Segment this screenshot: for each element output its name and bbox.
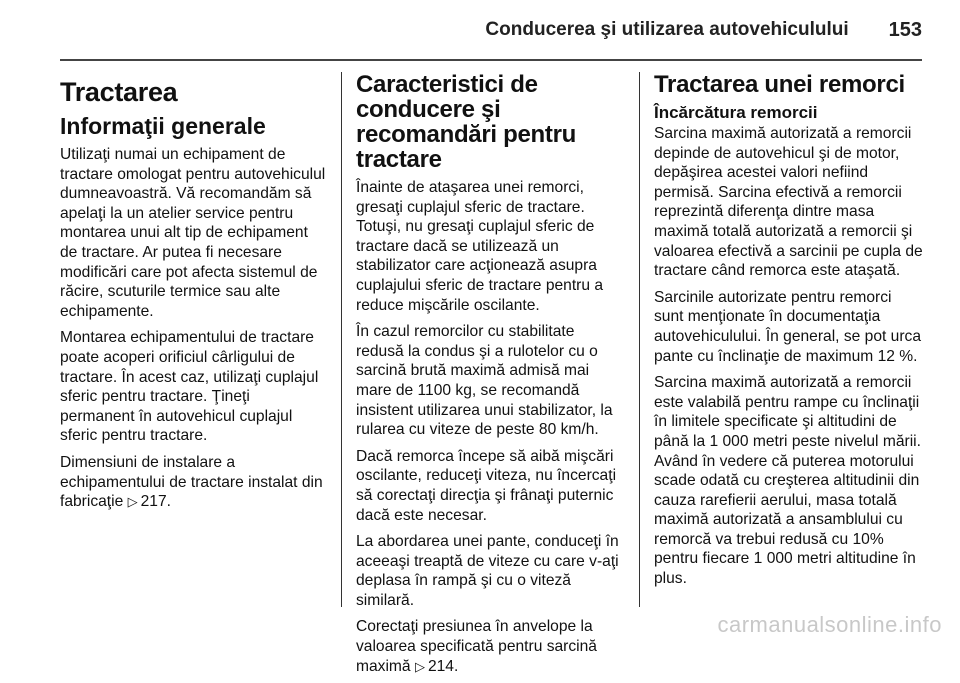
page-reference-link[interactable]: [415, 657, 458, 677]
paragraph-text: Corectaţi presiunea în anvelope la valoarea specificată pentru sarcină maximă: [356, 618, 597, 675]
paragraph: Sarcinile autorizate pentru remorci sunt menţionate în documentaţia autovehiculului. În general, se pot urca pante cu înclinaţie de maximum 12 %.: [654, 288, 921, 365]
header-title: Conducerea şi utilizarea autovehiculului: [485, 19, 849, 40]
paragraph: Sarcina maximă autorizată a remorcii depinde de autovehicul şi de motor, depăşirea acestei valori nefiind permisă. Sarcina efectivă a remorcii reprezintă diferenţa dintre masa maximă totală autorizată a remorcii şi valoarea efectivă a sarcinii pe cupla de tractare când remorca este ataşată.: [654, 125, 923, 280]
arrow-reference-icon: ▷: [127, 494, 138, 510]
paragraph-with-reference: [60, 453, 326, 512]
column-trailer-towing: [654, 72, 924, 596]
page-number: 153: [888, 18, 922, 41]
column-driving-characteristics: [356, 72, 624, 683]
section-heading-towing: Tractarea: [60, 77, 178, 107]
header-rule: [60, 59, 922, 61]
section-heading-trailer: Tractarea unei remorci: [654, 71, 905, 98]
paragraph-with-reference: [356, 617, 624, 676]
paragraph: Utilizaţi numai un echipament de tractare omologat pentru autovehiculul dumneavoastră. Vă recomandăm să apelaţi la un atelier service pentru montarea unui alt tip de echipament de tractare. Ar putea fi necesare modificări care pot afecta sistemul de răcire, scuturile termice sau alte echipamente.: [60, 146, 326, 320]
reference-page: 214.: [427, 657, 459, 675]
page-reference-link[interactable]: [128, 492, 171, 512]
paragraph-text: Dimensiuni de instalare a echipamentului de tractare instalat din fabricaţie: [60, 453, 323, 511]
arrow-reference-icon: ▷: [414, 658, 425, 674]
column-divider: [639, 72, 640, 607]
column-towing: [60, 72, 326, 519]
paragraph: Montarea echipamentului de tractare poate acoperi orificiul cârligului de tractare. În acest caz, utilizaţi cuplajul sferic pentru tractare. Ţineţi permanent în autovehicul cuplajul sferic pentru tractare.: [60, 329, 319, 445]
section-heading-driving: Caracteristici de conducere şi recomandări pentru tractare: [356, 71, 576, 173]
column-divider: [341, 72, 342, 607]
watermark: carmanualsonline.info: [717, 612, 942, 637]
paragraph: La abordarea unei pante, conduceţi în aceeaşi treaptă de viteze cu care v-aţi deplasa în rampă şi cu o viteză similară.: [356, 533, 619, 609]
paragraph: Înainte de ataşarea unei remorci, gresaţi cuplajul sferic de tractare. Totuşi, nu gresaţi cuplajul sferic de tractare dacă se utilizează un stabilizator care acţionează asupra cuplajului sferic de tractare pentru a reduce mişcările oscilante.: [356, 179, 604, 314]
paragraph: Sarcina maximă autorizată a remorcii este valabilă pentru rampe cu înclinaţii în limitele specificate şi altitudini de până la 1 000 metri peste nivelul mării. Având în vedere că puterea motorului scade odată cu creşterea altitudinii din cauza rarefierii aerului, masa totală maximă autorizată a ansamblului cu remorcă va trebui redusă cu 10% pentru fiecare 1 000 metri altitudine în plus.: [654, 374, 921, 588]
paragraph: Dacă remorca începe să aibă mişcări oscilante, reduceţi viteza, nu încercaţi să corectaţi direcţia şi frânaţi puternic dacă este necesar.: [356, 447, 617, 524]
paragraph: În cazul remorcilor cu stabilitate redusă la condus şi a rulotelor cu o sarcină brută maximă admisă mai mare de 1100 kg, se recomandă insistent utilizarea unui stabilizator, la rularea cu viteze de peste 80 km/h.: [356, 323, 613, 439]
reference-page: 217.: [140, 493, 171, 511]
subheading-general-info: Informaţii generale: [60, 113, 266, 139]
page-header: [60, 14, 922, 46]
subheading-trailer-load: Încărcătura remorcii: [654, 103, 818, 122]
